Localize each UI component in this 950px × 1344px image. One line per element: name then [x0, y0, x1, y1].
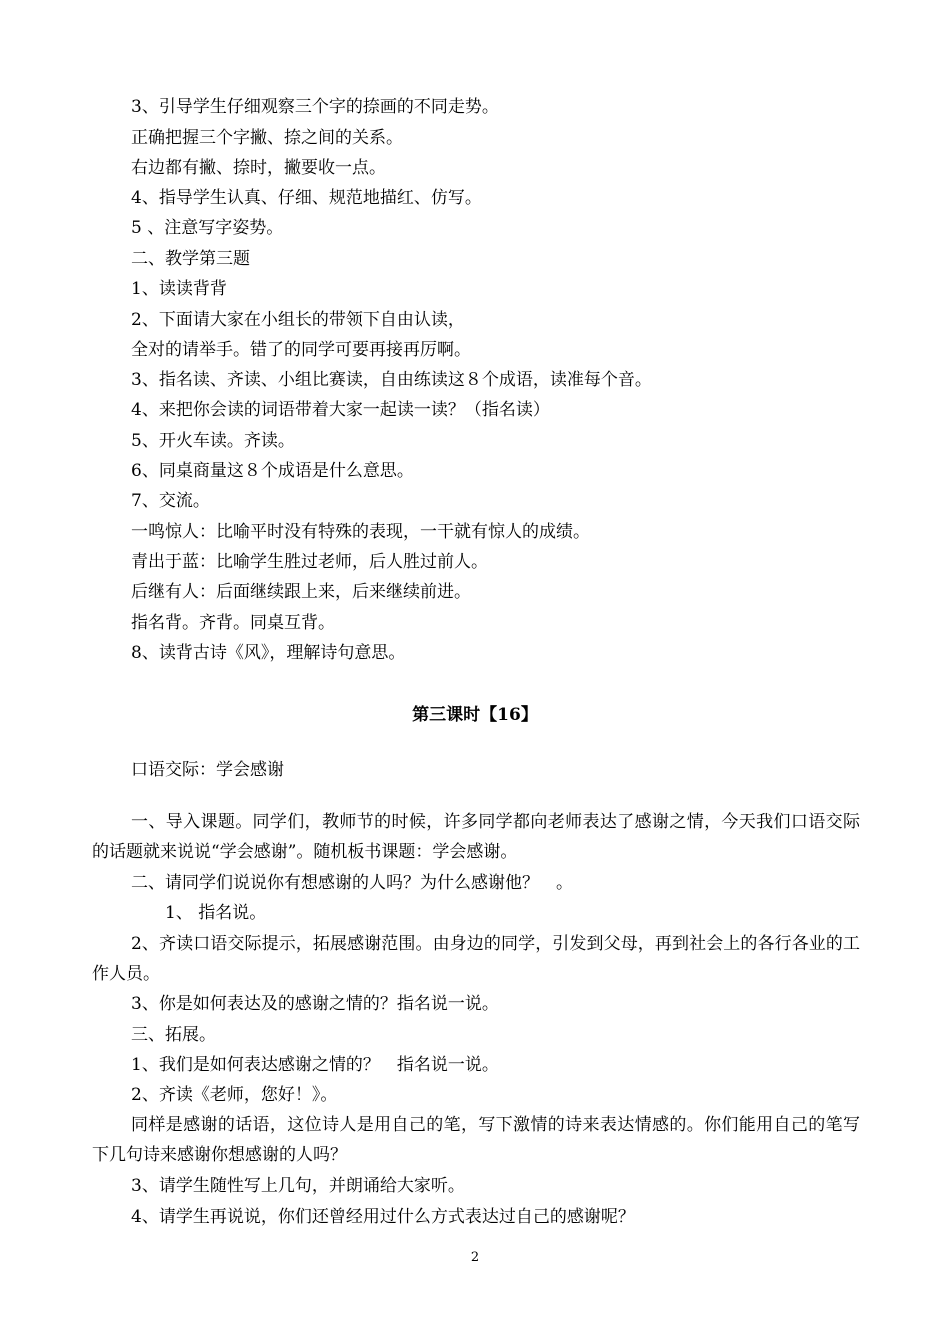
text-line: 5 、注意写字姿势。 — [131, 218, 284, 238]
text-line: 青出于蓝：比喻学生胜过老师，后人胜过前人。 — [131, 552, 488, 572]
text-line: 7、交流。 — [131, 491, 210, 511]
text-line: 3、引导学生仔细观察三个字的捺画的不同走势。 — [131, 97, 499, 117]
paragraph: 2、齐读口语交际提示，拓展感谢范围。由身边的同学，引发到父母，再到社会上的各行各业的工作人员。 — [92, 934, 860, 984]
page-number: 2 — [470, 1250, 480, 1265]
paragraph: 三、拓展。 — [131, 1025, 216, 1045]
subtitle: 口语交际：学会感谢 — [131, 760, 284, 780]
text-line: 3、指名读、齐读、小组比赛读，自由练读这８个成语，读准每个音。 — [131, 370, 652, 390]
text-line: 右边都有撇、捺时，撇要收一点。 — [131, 158, 386, 178]
text-line: 5、开火车读。齐读。 — [131, 431, 295, 451]
text-line: 全对的请举手。错了的同学可要再接再厉啊。 — [131, 340, 471, 360]
text-line: 后继有人：后面继续跟上来，后来继续前进。 — [131, 582, 471, 602]
text-line: 指名背。齐背。同桌互背。 — [131, 613, 335, 633]
paragraph: 一、导入课题。同学们，教师节的时候，许多同学都向老师表达了感谢之情，今天我们口语交际的话题就来说说“学会感谢”。随机板书课题：学会感谢。 — [92, 812, 860, 862]
text-line: 二、教学第三题 — [131, 249, 250, 269]
text-line: 4、指导学生认真、仔细、规范地描红、仿写。 — [131, 188, 482, 208]
text-line: 6、同桌商量这８个成语是什么意思。 — [131, 461, 414, 481]
text-line: 一鸣惊人：比喻平时没有特殊的表现，一干就有惊人的成绩。 — [131, 522, 590, 542]
paragraph: 1、 指名说。 — [131, 903, 267, 923]
paragraph: 同样是感谢的话语，这位诗人是用自己的笔，写下激情的诗来表达情感的。你们能用自己的笔写下几句诗来感谢你想感谢的人吗？ — [92, 1115, 860, 1165]
paragraph: 2、齐读《老师，您好！》。 — [131, 1085, 338, 1105]
text-line: 正确把握三个字撇、捺之间的关系。 — [131, 128, 403, 148]
paragraph: 3、请学生随性写上几句，并朗诵给大家听。 — [131, 1176, 465, 1196]
text-line: 8、读背古诗《风》，理解诗句意思。 — [131, 643, 406, 663]
text-line: 1、读读背背 — [131, 279, 227, 299]
text-line: 2、下面请大家在小组长的带领下自由认读， — [131, 310, 465, 330]
section-title: 第三课时【16】 — [412, 705, 538, 725]
paragraph: 1、我们是如何表达感谢之情的？ 指名说一说。 — [131, 1055, 499, 1075]
paragraph: 二、请同学们说说你有想感谢的人吗？为什么感谢他？ 。 — [131, 873, 573, 893]
paragraph: 3、你是如何表达及的感谢之情的？指名说一说。 — [131, 994, 499, 1014]
paragraph: 4、请学生再说说，你们还曾经用过什么方式表达过自己的感谢呢？ — [131, 1207, 635, 1227]
text-line: 4、来把你会读的词语带着大家一起读一读？（指名读） — [131, 400, 550, 420]
